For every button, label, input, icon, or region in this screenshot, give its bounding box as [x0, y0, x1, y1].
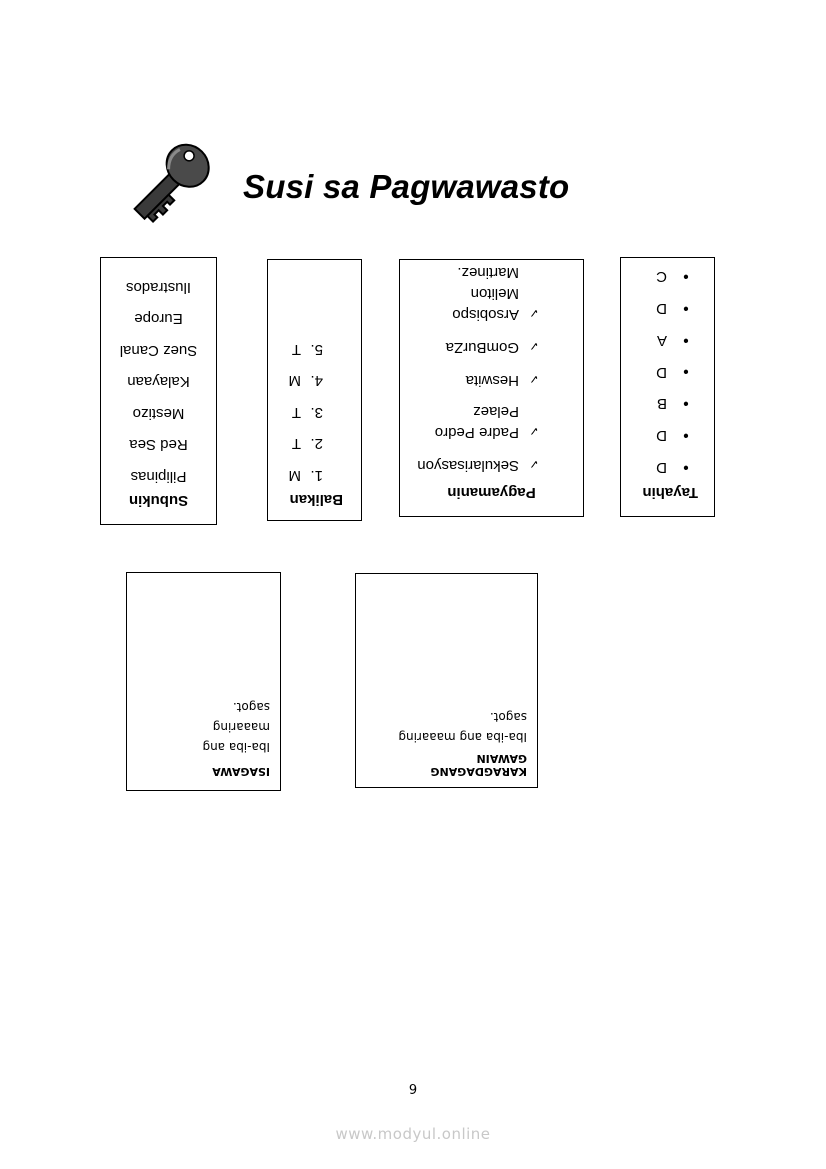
watermark: www.modyul.online [335, 1125, 491, 1143]
list-item: Ilustrados [125, 279, 192, 296]
item-answer: T [291, 435, 301, 453]
list-item [621, 388, 689, 420]
bullet-icon: ● [682, 302, 689, 314]
check-icon: ✓ [528, 339, 539, 353]
list-item [268, 334, 323, 366]
check-icon: ✓ [528, 457, 539, 471]
list-item [400, 368, 539, 391]
item-number: 5. [310, 341, 323, 358]
list-item: Kalayaan [127, 373, 190, 391]
karagdagang-body: Iba-iba ang maaaring sagot. [398, 710, 527, 744]
bullet-icon: ● [682, 429, 689, 441]
pagyamanin-answer-box [399, 259, 584, 517]
item-number: 3. [310, 404, 323, 421]
list-item [621, 356, 689, 388]
check-icon: ✓ [528, 306, 539, 320]
list-item [268, 428, 323, 460]
page-title: Susi sa Pagwawasto [243, 168, 570, 205]
bullet-icon: ● [682, 334, 689, 346]
item-answer: C [656, 268, 667, 286]
item-answer: D [656, 459, 667, 476]
list-item: Europe [134, 310, 183, 328]
list-item [621, 419, 689, 451]
key-icon [120, 132, 220, 232]
list-item: Pilipinas [130, 468, 187, 485]
item-answer: M [288, 372, 301, 390]
list-item [621, 324, 689, 356]
list-item [268, 460, 323, 492]
bullet-icon: ● [682, 461, 689, 473]
list-item: Mestizo [132, 405, 185, 422]
item-answer: D [656, 363, 667, 381]
pagyamanin-list [400, 262, 539, 476]
page-number: 9 [408, 1083, 418, 1098]
item-answer: D [656, 427, 667, 445]
item-answer: B [656, 395, 667, 413]
check-icon: ✓ [528, 372, 539, 386]
item-answer: M [288, 467, 301, 484]
subukin-header: Subukin [128, 492, 189, 509]
karagdagang-gawain-answer-box [355, 573, 538, 788]
list-item [400, 335, 539, 358]
item-number: 1. [310, 467, 323, 484]
isagawa-answer-box [126, 572, 281, 791]
bullet-icon: ● [682, 271, 689, 283]
bullet-icon: ● [682, 366, 689, 378]
item-text: GomBurZa [445, 339, 519, 356]
check-icon: ✓ [528, 424, 539, 438]
balikan-header: Balikan [289, 491, 343, 508]
item-answer: D [656, 300, 667, 318]
list-item [621, 261, 689, 293]
isagawa-header: ISAGAWA [212, 765, 270, 778]
item-text: Arsobispo Meliton Martinez. [452, 264, 519, 323]
subukin-answer-box [100, 257, 217, 525]
item-number: 2. [310, 435, 323, 453]
list-item [400, 453, 539, 476]
list-item [268, 397, 323, 429]
item-answer: A [656, 331, 667, 349]
list-item: Red Sea [129, 436, 188, 454]
balikan-list [268, 334, 323, 492]
tayahin-answer-box [620, 257, 715, 517]
item-answer: T [291, 404, 301, 421]
item-number: 4. [310, 372, 323, 390]
list-item [400, 262, 539, 325]
item-text: Sekularisasyon [417, 457, 519, 474]
list-item [400, 401, 539, 443]
item-answer: T [291, 341, 301, 358]
list-item [621, 292, 689, 324]
subukin-list [101, 272, 216, 493]
list-item [268, 365, 323, 397]
tayahin-list [621, 261, 689, 483]
isagawa-body: Iba-iba ang maaaring sagot. [202, 700, 270, 754]
pagyamanin-header: Pagyamanin [447, 484, 536, 501]
item-text: Padre Pedro Pelaez [434, 403, 519, 441]
balikan-answer-box [267, 259, 362, 521]
list-item: Suez Canal [119, 342, 198, 359]
list-item [621, 451, 689, 483]
karagdagang-header: KARAGDAGANG GAWAIN [430, 752, 527, 778]
bullet-icon: ● [682, 398, 689, 410]
item-text: Heswita [465, 372, 519, 389]
tayahin-header: Tayahin [642, 484, 698, 501]
